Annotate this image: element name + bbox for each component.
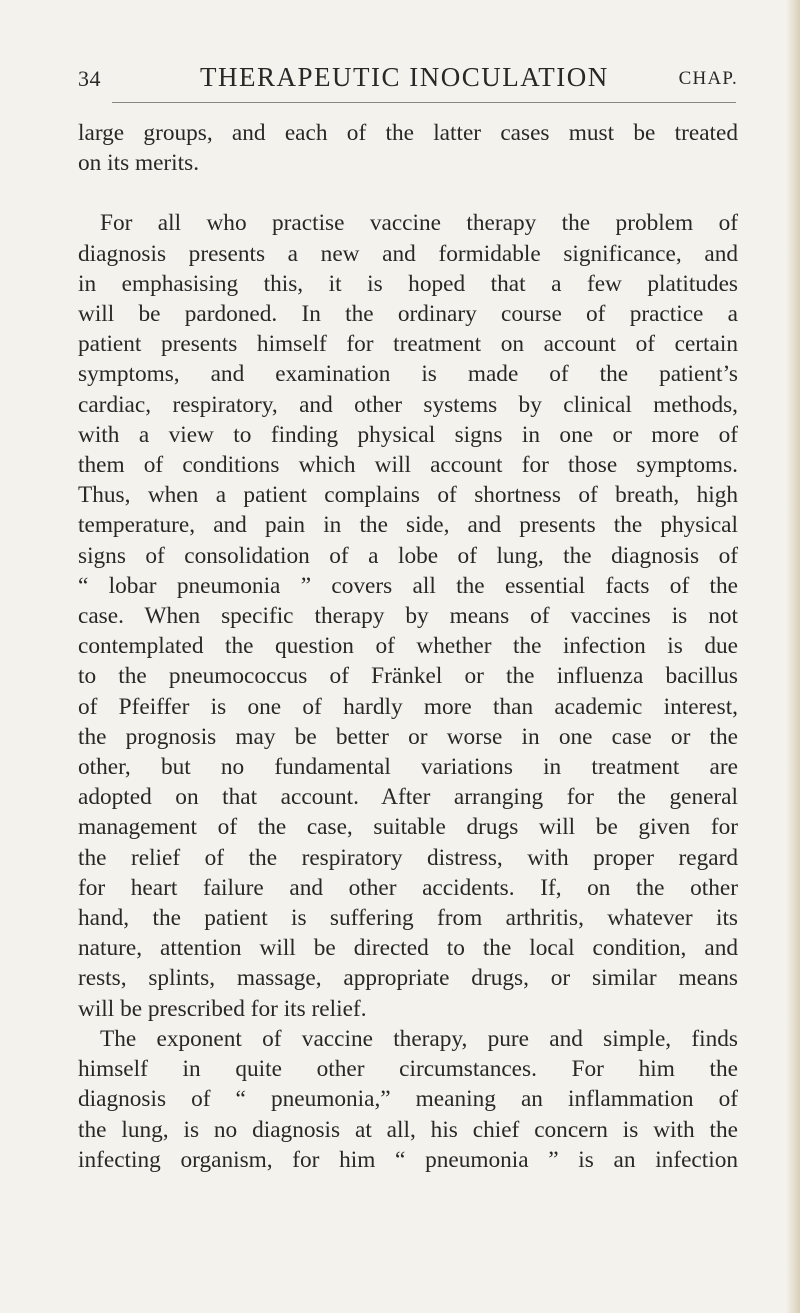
text-line: rests, splints, massage, appropriate drugs, or similar means: [78, 965, 738, 992]
text-line: infecting organism, for him “ pneumonia ” is an infection: [78, 1146, 738, 1173]
text-line: with a view to finding physical signs in one or more of: [78, 421, 738, 448]
text-line: For all who practise vaccine therapy the problem of: [100, 210, 738, 237]
text-line: the relief of the respiratory distress, with proper regard: [78, 844, 738, 871]
text-line: Thus, when a patient complains of shortness of breath, high: [78, 482, 738, 509]
text-line: patient presents himself for treatment on account of certain: [78, 331, 738, 358]
chapter-marker: CHAP.: [678, 68, 738, 89]
text-line: signs of consolidation of a lobe of lung, the diagnosis of: [78, 542, 738, 569]
paragraph-3: [78, 1024, 738, 1175]
text-line: hand, the patient is suffering from arthritis, whatever its: [78, 905, 738, 932]
text-line: “ lobar pneumonia ” covers all the essential facts of the: [78, 572, 738, 599]
text-line: temperature, and pain in the side, and presents the physical: [78, 512, 738, 539]
text-line: case. When specific therapy by means of vaccines is not: [78, 603, 738, 630]
running-title: THERAPEUTIC INOCULATION: [200, 62, 609, 92]
body-text: [78, 118, 738, 1175]
text-line: them of conditions which will account for those symptoms.: [78, 452, 738, 479]
text-line: other, but no fundamental variations in treatment are: [78, 754, 738, 781]
text-line: in emphasising this, it is hoped that a few platitudes: [78, 270, 738, 297]
text-line: management of the case, suitable drugs will be given for: [78, 814, 738, 841]
text-line: for heart failure and other accidents. If, on the other: [78, 874, 738, 901]
text-line: the lung, is no diagnosis at all, his chief concern is with the: [78, 1116, 738, 1143]
paragraph-2: [78, 208, 738, 1023]
text-line: himself in quite other circumstances. For him the: [78, 1056, 738, 1083]
text-line: the prognosis may be better or worse in one case or the: [78, 723, 738, 750]
text-line: of Pfeiffer is one of hardly more than academic interest,: [78, 693, 738, 720]
text-line: large groups, and each of the latter cases must be treated: [78, 120, 738, 146]
text-line: diagnosis presents a new and formidable significance, and: [78, 240, 738, 267]
text-line: will be pardoned. In the ordinary course of practice a: [78, 301, 738, 328]
running-head: [78, 62, 738, 98]
text-line: will be prescribed for its relief.: [78, 995, 367, 1022]
text-line: The exponent of vaccine therapy, pure and simple, finds: [100, 1025, 738, 1052]
text-line: to the pneumococcus of Fränkel or the influenza bacillus: [78, 663, 738, 690]
text-line: nature, attention will be directed to the local condition, and: [78, 935, 738, 962]
text-line: cardiac, respiratory, and other systems by clinical methods,: [78, 391, 738, 418]
text-line: on its merits.: [78, 150, 200, 177]
text-line: diagnosis of “ pneumonia,” meaning an inflammation of: [78, 1086, 738, 1113]
page-edge-shadow: [786, 0, 800, 1313]
page-number: 34: [78, 66, 101, 91]
text-line: symptoms, and examination is made of the patient’s: [78, 361, 738, 388]
header-rule: [112, 102, 736, 103]
paragraph-1: [78, 118, 738, 178]
text-line: contemplated the question of whether the infection is due: [78, 633, 738, 660]
text-line: adopted on that account. After arranging for the general: [78, 784, 738, 811]
